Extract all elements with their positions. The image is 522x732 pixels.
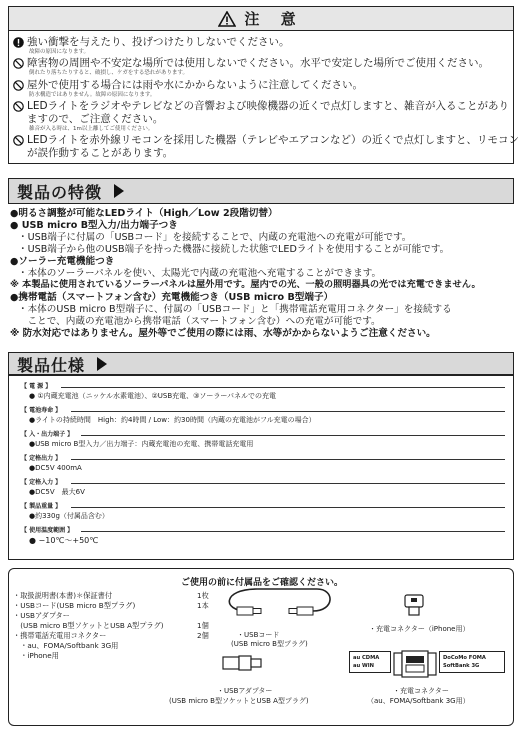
spec-value: ●DC5V 最大6V	[29, 488, 85, 496]
spec-value: ●約330g（付属品含む）	[29, 512, 109, 520]
caution-box	[8, 6, 520, 164]
au-label-box	[349, 651, 391, 673]
specs-title: 製品仕様	[17, 355, 86, 375]
iphone-connector-caption: ・充電コネクター（iPhone用）	[369, 625, 470, 633]
feature-line: ・本体のソーラーパネルを使い、太陽光で内蔵の充電池へ充電することができます。	[18, 268, 382, 279]
arrow-right-icon	[97, 357, 107, 371]
caution-text: 強い衝撃を与えたり、投げつけたりしないでください。	[27, 36, 290, 48]
spec-divider	[71, 507, 505, 508]
accessory-item: ・取扱説明書(本書)＊保証書付	[13, 591, 113, 600]
caution-text-cont: ますので、ご注意ください。	[27, 113, 164, 125]
accessories-box	[8, 568, 514, 726]
caution-note: 倒れたり落ちたりすると、破損し、ケガをする恐れがあります。	[29, 70, 188, 76]
accessory-qty: 1枚	[197, 591, 209, 600]
feature-line: ●携帯電話（スマートフォン含む）充電機能つき（USB micro B型端子）	[10, 292, 334, 303]
docomo-foma-label: DoCoMo FOMA	[443, 655, 486, 661]
caution-text: LEDライトを赤外線リモコンを採用した機器（テレビやエアコンなど）の近くで点灯しますと、リモコン	[27, 134, 520, 146]
usb-cord-caption: ・USBコード	[237, 631, 280, 639]
spec-table	[8, 374, 514, 560]
accessory-item: ・携帯電話充電用コネクター	[13, 631, 107, 640]
feature-line: ・本体のUSB micro B型端子に、付属の「USBコード」と「携帯電話充電用コネクター」を接続する	[18, 304, 452, 315]
accessory-qty: 1個	[197, 621, 209, 630]
feature-line: ● USB micro B型入力/出力端子つき	[10, 220, 178, 231]
feature-note: ※ 防水対応ではありません。屋外等でご使用の際には雨、水等がかからないようご注意ください。	[10, 328, 436, 339]
features-title: 製品の特徴	[17, 182, 103, 202]
multi-connector-illustration	[393, 649, 437, 679]
feature-line: ●ソーラー充電機能つき	[10, 256, 115, 267]
prohibited-icon	[13, 101, 24, 112]
exclamation-icon	[13, 37, 24, 48]
multi-connector-caption: （au、FOMA/Softbank 3G用）	[367, 697, 470, 705]
spec-label: 【 製品重量 】	[21, 503, 62, 510]
spec-label: 【 定格出力 】	[21, 455, 62, 462]
caution-item	[13, 100, 509, 113]
caution-text: 障害物の周囲や不安定な場所では使用しないでください。水平で安定した場所でご使用ください。	[27, 57, 489, 69]
prohibited-icon	[13, 80, 24, 91]
spec-value: ●ライトの持続時間 High：約4時間 / Low：約30時間（内蔵の充電池がフル充電の場合）	[29, 416, 316, 424]
feature-line: ことで、内蔵の充電池から携帯電話（スマートフォン含む）への充電が可能です。	[18, 316, 381, 327]
spec-divider	[81, 531, 505, 532]
accessories-title: ご使用の前に付属品をご確認ください。	[180, 578, 343, 588]
spec-value: ● −10℃〜+50℃	[29, 536, 99, 545]
spec-value: ● ①内蔵充電池（ニッケル水素電池）、②USB充電、③ソーラーパネルでの充電	[29, 392, 277, 400]
caution-item	[13, 134, 519, 147]
caution-item	[13, 79, 363, 92]
prohibited-icon	[13, 135, 24, 146]
caution-item	[13, 57, 489, 70]
softbank-3g-label: SoftBank 3G	[443, 663, 480, 669]
prohibited-icon	[13, 58, 24, 69]
caution-note: 防水構造ではありません。故障の原因になります。	[29, 92, 156, 98]
feature-line: ・USB端子から他のUSB端子を持った機器に接続した状態でLEDライトを使用することが可能です。	[18, 244, 450, 255]
au-win-label: au WIN	[353, 663, 374, 669]
accessory-item: ・au、FOMA/Softbank 3G用	[13, 641, 119, 650]
features-header	[8, 178, 514, 204]
caution-note: 雑音が入る時は、1m以上離してご使用ください。	[29, 126, 154, 132]
feature-note: ※ 本製品に使用されているソーラーパネルは屋外用です。屋内での光、一般の照明器具の光では充電できません。	[10, 279, 481, 290]
usb-cord-caption: (USB micro B型プラグ)	[231, 640, 308, 648]
usb-adapter-illustration	[221, 653, 265, 673]
spec-divider	[61, 387, 505, 388]
spec-label: 【 使用温度範囲 】	[21, 527, 74, 534]
spec-label: 【 定格入力 】	[21, 479, 62, 486]
accessory-item: (USB micro B型ソケットとUSB A型プラグ)	[13, 621, 164, 630]
spec-label: 【 入・出力端子 】	[21, 431, 74, 438]
arrow-right-icon	[114, 184, 124, 198]
spec-value: ●DC5V 400mA	[29, 464, 82, 472]
spec-value: ●USB micro B型入力／出力端子：内蔵充電池の充電、携帯電話充電用	[29, 440, 254, 448]
feature-line: ●明るさ調整が可能なLEDライト（High／Low 2段階切替）	[10, 208, 278, 219]
accessory-qty: 1本	[197, 601, 209, 610]
usb-adapter-caption: (USB micro B型ソケットとUSB A型プラグ)	[169, 697, 309, 705]
docomo-label-box	[439, 651, 505, 673]
accessory-qty: 2個	[197, 631, 209, 640]
caution-text: 屋外で使用する場合には雨や水にかからないように注意してください。	[27, 79, 363, 91]
iphone-connector-illustration	[403, 593, 425, 619]
warning-triangle-icon	[218, 11, 236, 27]
accessory-item: ・iPhone用	[13, 651, 59, 660]
accessory-item: ・USBコード(USB micro B型プラグ)	[13, 601, 136, 610]
spec-divider	[71, 459, 505, 460]
caution-note: 故障の原因になります。	[29, 49, 90, 55]
specs-header	[8, 352, 514, 376]
usb-adapter-caption: ・USBアダプター	[217, 687, 273, 695]
spec-divider	[71, 483, 505, 484]
caution-item	[13, 36, 290, 49]
caution-text-cont: が誤作動することがあります。	[27, 147, 174, 159]
caution-text: LEDライトをラジオやテレビなどの音響および映像機器の近くで点灯しますと、雑音が入ることがあり	[27, 100, 510, 112]
feature-line: ・USB端子に付属の「USBコード」を接続することで、内蔵の充電池への充電が可能です。	[18, 232, 412, 243]
accessory-item: ・USBアダプター	[13, 611, 70, 620]
au-cdma-label: au CDMA	[353, 655, 380, 661]
spec-label: 【 電池寿命 】	[21, 407, 62, 414]
spec-divider	[81, 435, 505, 436]
spec-label: 【 電 源 】	[21, 383, 52, 390]
caution-title: 注 意	[244, 10, 304, 28]
caution-header	[9, 7, 513, 31]
multi-connector-caption: ・充電コネクター	[393, 687, 449, 695]
spec-divider	[71, 411, 505, 412]
